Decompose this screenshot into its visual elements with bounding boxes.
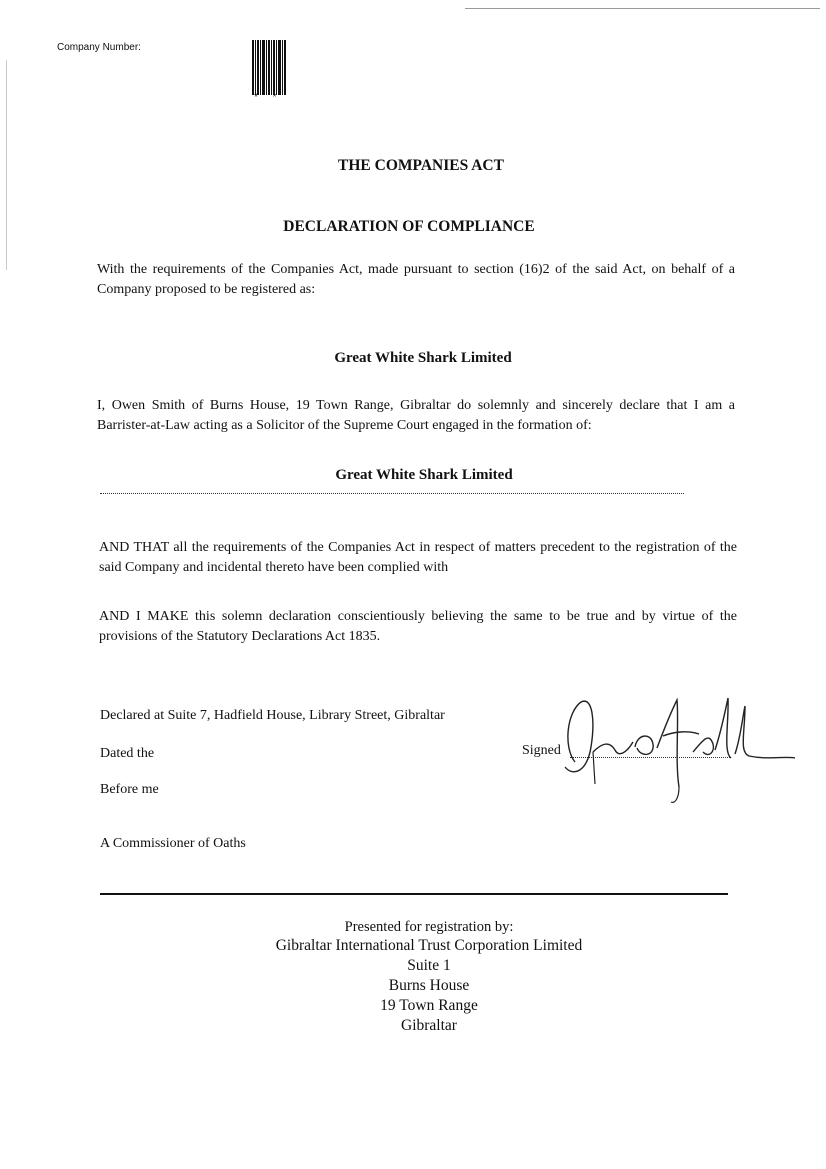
presenter-address-line: Gibraltar xyxy=(401,1017,457,1034)
section-divider xyxy=(100,893,728,895)
scan-edge-line xyxy=(465,8,820,9)
solemn-declaration-paragraph: AND I MAKE this solemn declaration conscientiously believing the same to be true and by virtue of the provisions of the Statutory Declarations Act 1835. xyxy=(99,609,737,644)
commissioner-of-oaths: A Commissioner of Oaths xyxy=(100,836,246,851)
company-name: Great White Shark Limited xyxy=(335,467,513,483)
act-title: THE COMPANIES ACT xyxy=(338,157,504,174)
presenter-address-line: 19 Town Range xyxy=(380,997,478,1014)
company-number-label: Company Number: xyxy=(57,42,141,53)
declarant-paragraph: I, Owen Smith of Burns House, 19 Town Range, Gibraltar do solemnly and sincerely declare that I am a Barrister-at-Law acting as a Solicitor of the Supreme Court engaged in the formation of: xyxy=(97,398,735,433)
presented-label: Presented for registration by: xyxy=(344,919,514,935)
signed-label: Signed xyxy=(522,743,561,758)
declared-at: Declared at Suite 7, Hadfield House, Library Street, Gibraltar xyxy=(100,708,445,723)
presenter-address-line: Suite 1 xyxy=(407,957,451,974)
barcode-stars: * * xyxy=(254,92,283,103)
barcode-icon xyxy=(252,40,286,95)
before-me: Before me xyxy=(100,782,159,797)
intro-paragraph: With the requirements of the Companies Act, made pursuant to section (16)2 of the said Act, on behalf of a Company proposed to be registered as: xyxy=(97,262,735,297)
and-that-paragraph: AND THAT all the requirements of the Companies Act in respect of matters precedent to the registration of the said Company and incidental thereto have been complied with xyxy=(99,540,737,575)
declaration-title: DECLARATION OF COMPLIANCE xyxy=(283,218,535,235)
handwritten-signature xyxy=(553,692,798,812)
dotted-line xyxy=(100,493,684,494)
presenter-name: Gibraltar International Trust Corporation Limited xyxy=(275,937,583,954)
scan-edge-line xyxy=(6,60,7,270)
company-name: Great White Shark Limited xyxy=(334,350,512,366)
presenter-address-line: Burns House xyxy=(388,977,470,994)
dated-the: Dated the xyxy=(100,746,155,761)
